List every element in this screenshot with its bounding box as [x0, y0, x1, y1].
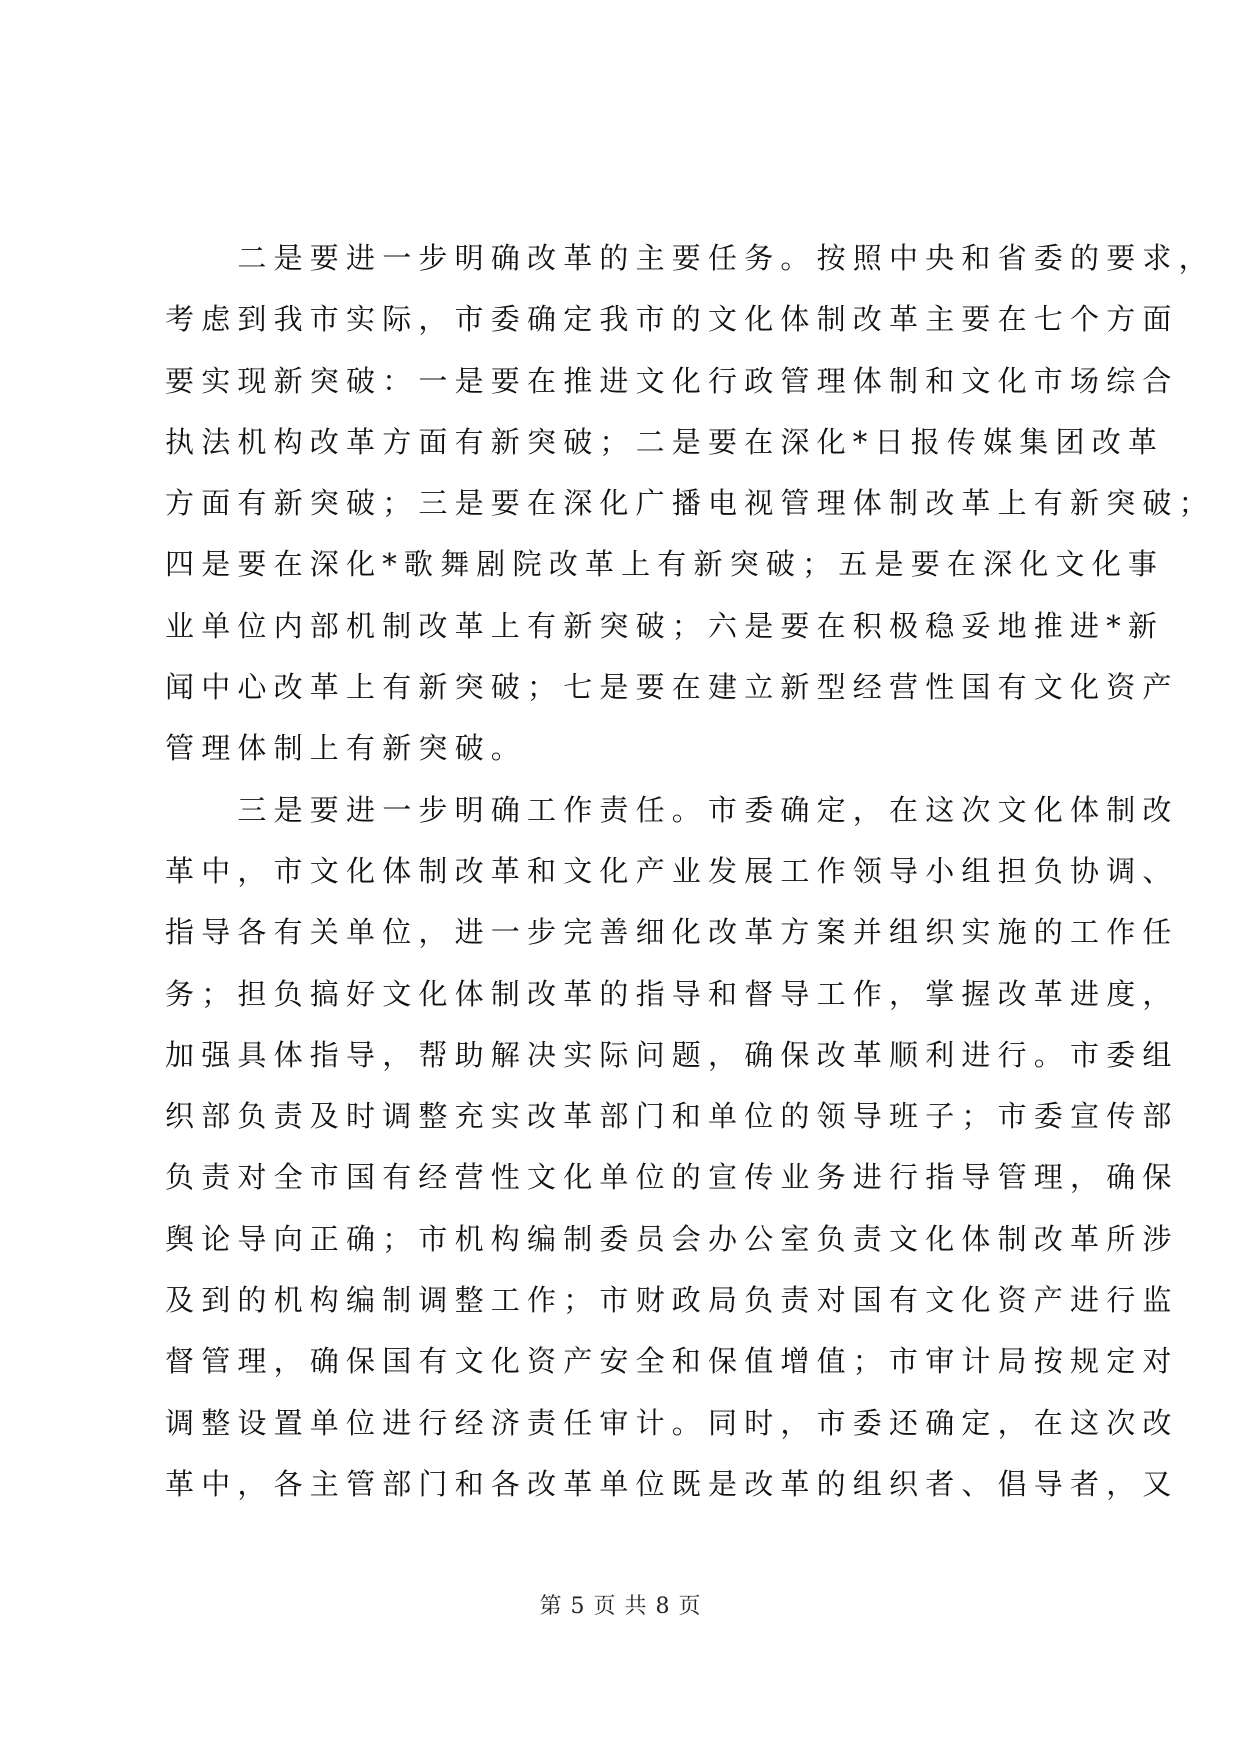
text-line: 方面有新突破；三是要在深化广播电视管理体制改革上有新突破；	[165, 486, 1215, 521]
text-line: 负责对全市国有经营性文化单位的宣传业务进行指导管理，确保	[165, 1160, 1179, 1195]
text-line: 革中，市文化体制改革和文化产业发展工作领导小组担负协调、	[165, 853, 1179, 888]
text-line: 管理体制上有新突破。	[165, 731, 528, 766]
text-line: 织部负责及时调整充实改革部门和单位的领导班子；市委宣传部	[165, 1099, 1179, 1134]
text-line: 加强具体指导，帮助解决实际问题，确保改革顺利进行。市委组	[165, 1037, 1179, 1072]
text-line: 指导各有关单位，进一步完善细化改革方案并组织实施的工作任	[165, 915, 1179, 950]
text-line: 务；担负搞好文化体制改革的指导和督导工作，掌握改革进度，	[165, 976, 1179, 1011]
text-line: 要实现新突破：一是要在推进文化行政管理体制和文化市场综合	[165, 363, 1179, 398]
text-line: 舆论导向正确；市机构编制委员会办公室负责文化体制改革所涉	[165, 1221, 1179, 1256]
text-line: 业单位内部机制改革上有新突破；六是要在积极稳妥地推进*新	[165, 608, 1165, 643]
text-line: 及到的机构编制调整工作；市财政局负责对国有文化资产进行监	[165, 1283, 1179, 1318]
page-number-footer: 第 5 页 共 8 页	[539, 1594, 702, 1619]
text-line: 四是要在深化*歌舞剧院改革上有新突破；五是要在深化文化事	[165, 547, 1165, 582]
text-line: 调整设置单位进行经济责任审计。同时，市委还确定，在这次改	[165, 1405, 1179, 1440]
text-line: 二是要进一步明确改革的主要任务。按照中央和省委的要求，	[165, 241, 1215, 275]
text-line: 执法机构改革方面有新突破；二是要在深化*日报传媒集团改革	[165, 424, 1165, 459]
text-line: 考虑到我市实际，市委确定我市的文化体制改革主要在七个方面	[165, 302, 1179, 337]
text-line: 闻中心改革上有新突破；七是要在建立新型经营性国有文化资产	[165, 670, 1179, 705]
document-body	[165, 228, 1215, 1515]
text-line: 三是要进一步明确工作责任。市委确定，在这次文化体制改	[165, 792, 1179, 827]
text-line: 督管理，确保国有文化资产安全和保值增值；市审计局按规定对	[165, 1344, 1179, 1379]
text-line: 革中，各主管部门和各改革单位既是改革的组织者、倡导者，又	[165, 1466, 1179, 1501]
